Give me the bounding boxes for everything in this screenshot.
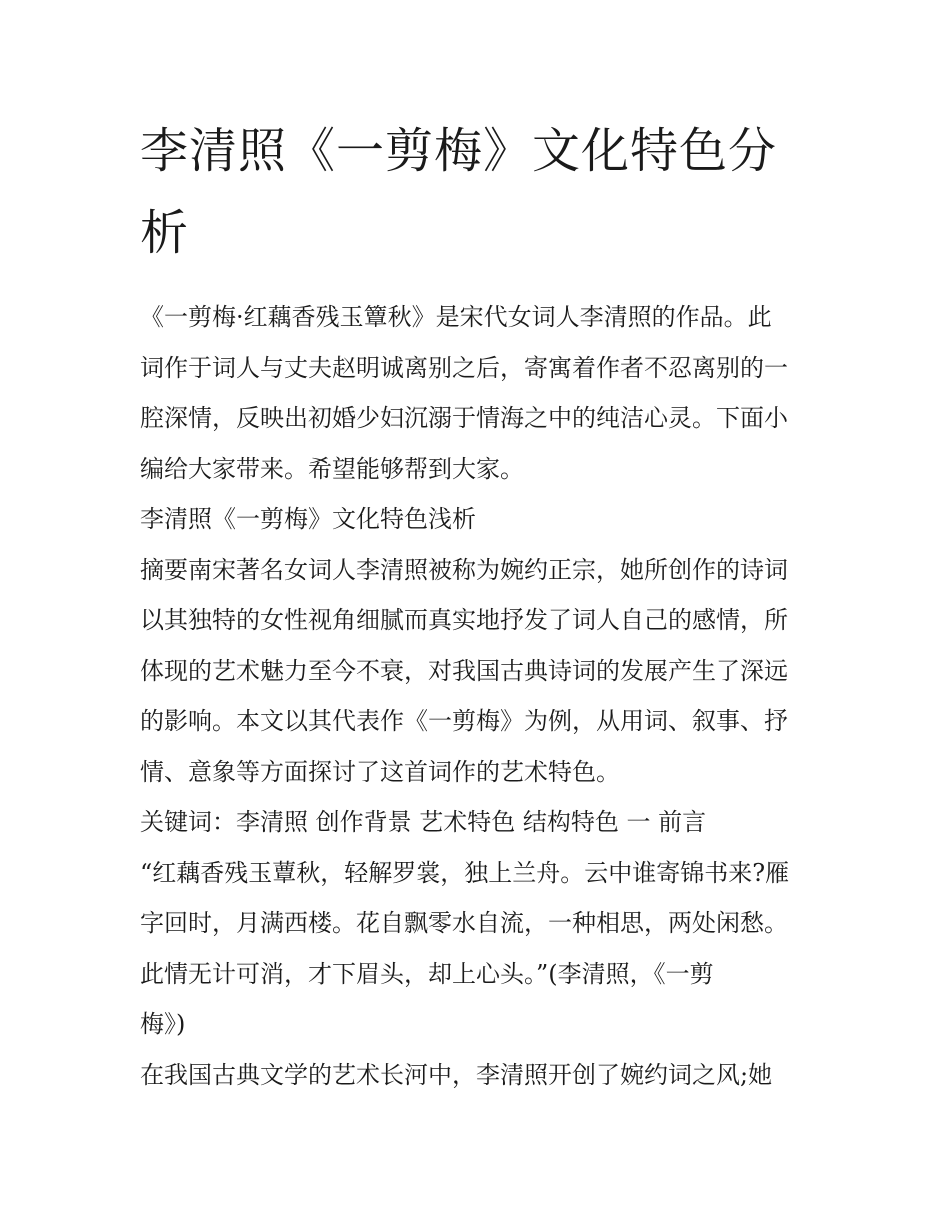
text-line: 以其独特的女性视角细腻而真实地抒发了词人自己的感情，所 xyxy=(140,606,788,634)
text-line: 词作于词人与丈夫赵明诚离别之后，寄寓着作者不忍离别的一 xyxy=(140,353,788,382)
text-line: 《一剪梅·红藕香残玉簟秋》是宋代女词人李清照的作品。此 xyxy=(140,303,772,331)
text-line: 编给大家带来。希望能够帮到大家。 xyxy=(140,454,524,483)
keywords-line: 关键词：李清照 创作背景 艺术特色 结构特色 一 前言 xyxy=(140,808,707,836)
text-line: 的影响。本文以其代表作《一剪梅》为例，从用词、叙事、抒 xyxy=(140,707,788,735)
section-subtitle: 李清照《一剪梅》文化特色浅析 xyxy=(140,505,476,533)
text-line: 梅》) xyxy=(140,1010,186,1038)
body-paragraph xyxy=(140,1050,820,1101)
title-line: 析 xyxy=(140,205,190,261)
text-line: 在我国古典文学的艺术长河中，李清照开创了婉约词之风;她 xyxy=(140,1060,773,1089)
text-line: 字回时，月满西楼。花自飘零水自流，一种相思，两处闲愁。 xyxy=(140,909,788,937)
text-line: 摘要南宋著名女词人李清照被称为婉约正宗，她所创作的诗词 xyxy=(140,555,788,584)
intro-paragraph xyxy=(140,292,820,494)
text-line: 此情无计可消，才下眉头，却上心头。”(李清照，《一剪 xyxy=(140,959,714,988)
poem-quote xyxy=(140,848,820,1050)
text-line: 情、意象等方面探讨了这首词作的艺术特色。 xyxy=(140,757,620,786)
text-line: 体现的艺术魅力至今不衰，对我国古典诗词的发展产生了深远 xyxy=(140,656,788,685)
abstract-paragraph xyxy=(140,545,820,798)
text-line: 腔深情，反映出初婚少妇沉溺于情海之中的纯洁心灵。下面小 xyxy=(140,404,788,432)
title-line: 李清照《一剪梅》文化特色分 xyxy=(140,123,778,179)
text-line: “红藕香残玉蕈秋，轻解罗裳，独上兰舟。云中谁寄锦书来?雁 xyxy=(140,858,790,887)
document-title xyxy=(140,110,820,274)
document-page xyxy=(140,110,820,1100)
